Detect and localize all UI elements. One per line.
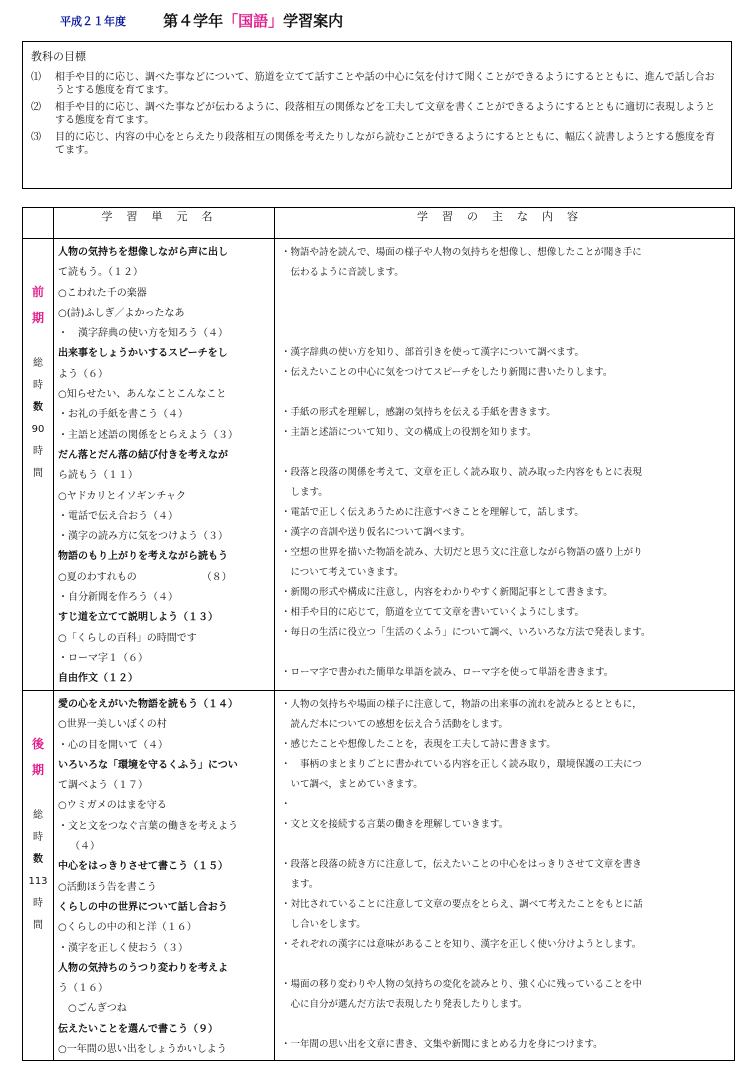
- term-char: 後: [31, 737, 44, 751]
- content-line: 伝わるように音読します。: [281, 267, 404, 278]
- term-char: 前: [31, 285, 44, 299]
- header-blank: [23, 208, 54, 239]
- unit-line: ・漢字を正しく使おう（３）: [58, 942, 188, 954]
- unit-line: ・自分新聞を作ろう（４）: [58, 592, 178, 604]
- second-term-contents: [275, 691, 735, 1061]
- unit-line: 人物の気持ちを想像しながら声に出し: [58, 247, 228, 258]
- goal-text: 相手や目的に応じ、調べた事などが伝わるように、段落相互の関係などを工夫して文章を書くことができるようにするとともに適切に表現しようとする態度を育てます。: [55, 102, 715, 126]
- content-line: し合いをします。: [281, 919, 366, 930]
- unit-line: 中心をはっきりさせて書こう（１５）: [58, 861, 228, 873]
- hours-label-char: 数: [33, 402, 43, 413]
- content-line: ・: [281, 799, 291, 810]
- hours-label-char: 時: [33, 380, 43, 391]
- goal-number: ⑶: [31, 132, 41, 143]
- goal-text: 目的に応じ、内容の中心をとらえたり段落相互の関係を考えたりしながら読むことができるようにするとともに、幅広く読書しようとする態度を育てます。: [55, 132, 715, 156]
- content-line: ・空想の世界を描いた物語を読み、大切だと思う文に注意しながら物語の盛り上がり: [281, 547, 643, 558]
- content-line: ・段落と段落の関係を考えて、文章を正しく読み取り、読み取った内容をもとに表現: [281, 467, 642, 478]
- title-prefix: 第４学年: [163, 12, 224, 30]
- content-line: [281, 1015, 730, 1035]
- unit-line: て読もう。（１２）: [58, 267, 143, 279]
- second-term-label: [23, 691, 54, 1061]
- unit-line: ・文と文をつなぐ言葉の働きを考えよう: [58, 820, 238, 832]
- hours-unit-char: 時: [33, 446, 43, 457]
- unit-line: すじ道を立てて説明しよう（１３）: [58, 612, 218, 624]
- content-line: ・手紙の形式を理解し，感謝の気持ちを伝える手紙を書きます。: [281, 407, 556, 418]
- content-line: ・電話で正しく伝えあうために注意すべきことを理解して，話します。: [281, 507, 584, 518]
- unit-line: ・主語と述語の関係をとらえよう（３）: [58, 429, 238, 441]
- table-header-row: [23, 208, 735, 239]
- content-line: 心に自分が選んだ方法で表現したり発表したりします。: [281, 999, 528, 1010]
- unit-line: う（１６）: [58, 983, 108, 995]
- unit-line: ・漢字の読み方に気をつけよう（３）: [58, 531, 228, 543]
- goals-list: [31, 71, 723, 157]
- hours-label-char: 数: [33, 854, 43, 865]
- hours-unit-char: 間: [33, 468, 43, 479]
- total-hours: 113: [28, 876, 48, 887]
- content-line: ・漢字辞典の使い方を知り、部首引きを使って漢字について調べます。: [281, 347, 585, 358]
- unit-line: ○「くらしの百科」の時間です: [58, 632, 197, 644]
- goal-text: 相手や目的に応じ、調べた事などについて、筋道を立てて話すことや話の中心に気を付けて聞くことができるようにするとともに、進んで話し合おうとする態度を育てます。: [55, 72, 715, 96]
- content-line: [281, 323, 730, 343]
- hours-label-char: 時: [33, 832, 43, 843]
- unit-line: ○こわれた千の楽器: [58, 287, 147, 299]
- unit-line: （４）: [70, 841, 100, 853]
- unit-line: ○夏のわすれもの （８）: [58, 571, 232, 583]
- content-line: ・それぞれの漢字には意味があることを知り、漢字を正しく使い分けようとします。: [281, 939, 642, 950]
- unit-line: ○くらしの中の和と洋（１６）: [58, 922, 197, 934]
- content-line: [281, 283, 730, 303]
- first-term-row: [23, 239, 735, 691]
- unit-line: 人物の気持ちのうつり変わりを考えよ: [58, 962, 228, 974]
- goals-heading: 教科の目標: [31, 50, 86, 63]
- first-term-units: [54, 239, 275, 691]
- hours-label-char: 総: [33, 810, 43, 821]
- unit-line: ○ごんぎつね: [58, 1003, 127, 1015]
- page-header: [60, 10, 343, 34]
- unit-line: ら読もう（１１）: [58, 470, 138, 482]
- unit-line: いろいろな「環境を守るくふう」につい: [58, 759, 238, 771]
- second-term-row: [23, 691, 735, 1061]
- content-line: ・毎日の生活に役立つ「生活のくふう」について調べ、いろいろな方法で発表します。: [281, 627, 651, 638]
- unit-line: ・ローマ字１（６）: [58, 652, 148, 664]
- goal-item: [31, 101, 723, 127]
- content-line: ・ 事柄のまとまりごとに書かれている内容を正しく読み取り，環境保護の工夫につ: [281, 759, 642, 770]
- unit-line: ・お礼の手紙を書こう（４）: [58, 409, 188, 421]
- goal-number: ⑴: [31, 72, 41, 83]
- unit-line: くらしの中の世界について話し合おう: [58, 901, 228, 913]
- content-line: いて調べ，まとめていきます。: [281, 779, 423, 790]
- goal-item: [31, 131, 723, 157]
- content-line: ・伝えたいことの中心に気をつけてスピーチをしたり新聞に書いたりします。: [281, 367, 613, 378]
- subject-goals-box: [22, 41, 732, 189]
- curriculum-table: [22, 207, 735, 1061]
- unit-line: ・ 漢字辞典の使い方を知ろう（４）: [58, 328, 228, 340]
- unit-line: ・電話で伝え合おう（４）: [58, 510, 178, 522]
- content-line: します。: [281, 487, 328, 498]
- unit-line: 伝えたいことを選んで書こう（９）: [58, 1023, 218, 1035]
- unit-line: ○ヤドカリとイソギンチャク: [58, 490, 187, 502]
- content-line: [281, 955, 730, 975]
- hours-unit-char: 間: [33, 920, 43, 931]
- content-line: について考えていきます。: [281, 567, 404, 578]
- goal-number: ⑵: [31, 102, 41, 113]
- content-line: ・物語や詩を読んで、場面の様子や人物の気持ちを想像し、想像したことが聞き手に: [281, 247, 642, 258]
- unit-line: だん落とだん落の結び付きを考えなが: [58, 449, 228, 461]
- hours-label-char: 総: [33, 358, 43, 369]
- second-term-units: [54, 691, 275, 1061]
- term-char: 期: [31, 763, 44, 777]
- unit-line: ○知らせたい、あんなことこんなこと: [58, 389, 227, 401]
- content-line: [281, 835, 730, 855]
- spacer: [23, 331, 53, 353]
- content-line: ・場面の移り変わりや人物の気持ちの変化を読みとり、強く心に残っていることを中: [281, 979, 643, 990]
- page-title: [163, 10, 343, 31]
- content-line: [281, 643, 730, 663]
- content-line: ・一年間の思い出を文章に書き、文集や新聞にまとめる力を身につけます。: [281, 1039, 603, 1050]
- content-line: [281, 443, 730, 463]
- content-line: [281, 303, 730, 323]
- spacer: [23, 783, 53, 805]
- content-line: ・対比されていることに注意して文章の要点をとらえ、調べて考えたことをもとに話: [281, 899, 643, 910]
- first-term-label: [23, 239, 54, 691]
- unit-line: ○(詩)ふしぎ／よかったなあ: [58, 307, 185, 319]
- term-char: 期: [31, 311, 44, 325]
- content-line: ・ローマ字で書かれた簡単な単語を読み、ローマ字を使って単語を書きます。: [281, 667, 614, 678]
- unit-line: ○一年間の思い出をしょうかいしよう: [58, 1044, 227, 1056]
- content-line: ・漢字の音訓や送り仮名について調べます。: [281, 527, 471, 538]
- unit-line: ○世界一美しいぼくの村: [58, 719, 167, 731]
- content-line: ・主語と述語について知り、文の構成上の役割を知ります。: [281, 427, 537, 438]
- school-year: 平成２１年度: [60, 14, 126, 28]
- content-line: ・新聞の形式や構成に注意し，内容をわかりやすく新聞記事として書きます。: [281, 587, 613, 598]
- content-line: ・感じたことや想像したことを，表現を工夫して詩に書きます。: [281, 739, 556, 750]
- unit-line: ・心の目を開いて（４）: [58, 739, 168, 751]
- hours-unit-char: 時: [33, 898, 43, 909]
- unit-line: 物語のもり上がりを考えながら読もう: [58, 551, 228, 563]
- content-line: ・相手や目的に応じて，筋道を立てて文章を書いていくようにします。: [281, 607, 585, 618]
- content-line: ます。: [281, 879, 319, 890]
- goal-item: [31, 71, 723, 97]
- unit-line: ○活動ほう告を書こう: [58, 881, 157, 893]
- content-line: ・人物の気持ちや場面の様子に注意して，物語の出来事の流れを読みとるとともに，: [281, 699, 642, 710]
- first-term-contents: [275, 239, 735, 691]
- content-line: ・文と文を接続する言葉の働きを理解していきます。: [281, 819, 509, 830]
- unit-line: よう（６）: [58, 368, 108, 380]
- unit-line: ○ウミガメのはまを守る: [58, 800, 167, 812]
- unit-line: 出来事をしょうかいするスピーチをし: [58, 348, 228, 360]
- content-line: [281, 383, 730, 403]
- total-hours: 90: [31, 424, 45, 435]
- unit-line: 愛の心をえがいた物語を読もう（１４）: [58, 699, 238, 710]
- title-subject: 「国語」: [223, 12, 284, 30]
- content-line: 読んだ本についての感想を伝え合う活動をします。: [281, 719, 509, 730]
- content-line: ・段落と段落の続き方に注意して，伝えたいことの中心をはっきりさせて文章を書き: [281, 859, 642, 870]
- header-units: 学習単元名: [54, 208, 275, 239]
- unit-line: 自由作文（１２）: [58, 673, 138, 685]
- unit-line: て調べよう（１７）: [58, 780, 148, 792]
- title-suffix: 学習案内: [283, 12, 344, 30]
- header-content: 学習の主な内容: [275, 208, 735, 239]
